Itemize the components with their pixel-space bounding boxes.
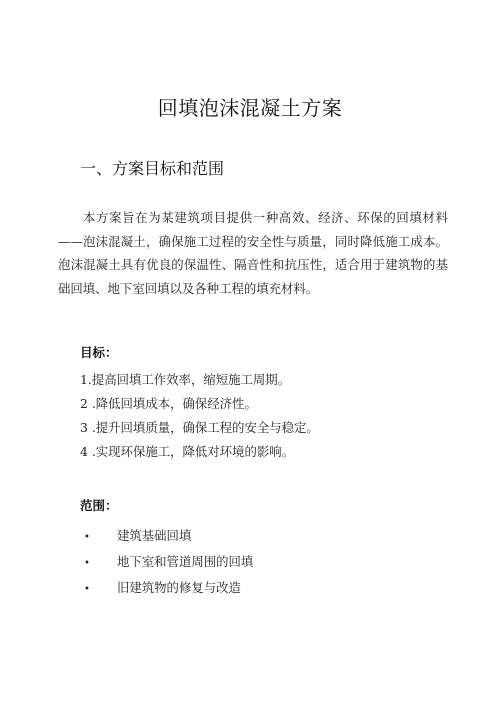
scope-list [84, 523, 253, 601]
intro-paragraph: 本方案旨在为某建筑项目提供一种高效、经济、环保的回填材料——泡沫混凝土，确保施工过程的安全性与质量，同时降低施工成本。泡沫混凝土具有优良的保温性、隔音性和抗压性，适合用于建筑物的基础回填、地下室回填以及各种工程的填充材料。 [58, 210, 448, 296]
scope-item-text: 建筑基础回填 [117, 528, 192, 543]
scope-item [84, 575, 253, 601]
bullet-icon: • [84, 584, 90, 595]
scope-item [84, 549, 253, 575]
scope-label: 范围： [80, 498, 118, 513]
bullet-icon: • [84, 532, 90, 543]
scope-item-text: 地下室和管道周围的回填 [117, 554, 254, 569]
goal-item: 1.提高回填工作效率，缩短施工周期。 [80, 372, 291, 387]
scope-item [84, 523, 253, 549]
scope-item-text: 旧建筑物的修复与改造 [117, 580, 241, 595]
goal-item: 2 .降低回填成本，确保经济性。 [80, 396, 257, 411]
bullet-icon: • [84, 558, 90, 569]
goal-item: 3 .提升回填质量，确保工程的安全与稳定。 [80, 420, 319, 435]
goals-label: 目标： [80, 345, 118, 360]
section-heading: 一、方案目标和范围 [80, 159, 225, 178]
goals-list [80, 368, 319, 464]
goal-item: 4 .实现环保施工，降低对环境的影响。 [80, 444, 295, 459]
document-title: 回填泡沫混凝土方案 [157, 96, 343, 120]
